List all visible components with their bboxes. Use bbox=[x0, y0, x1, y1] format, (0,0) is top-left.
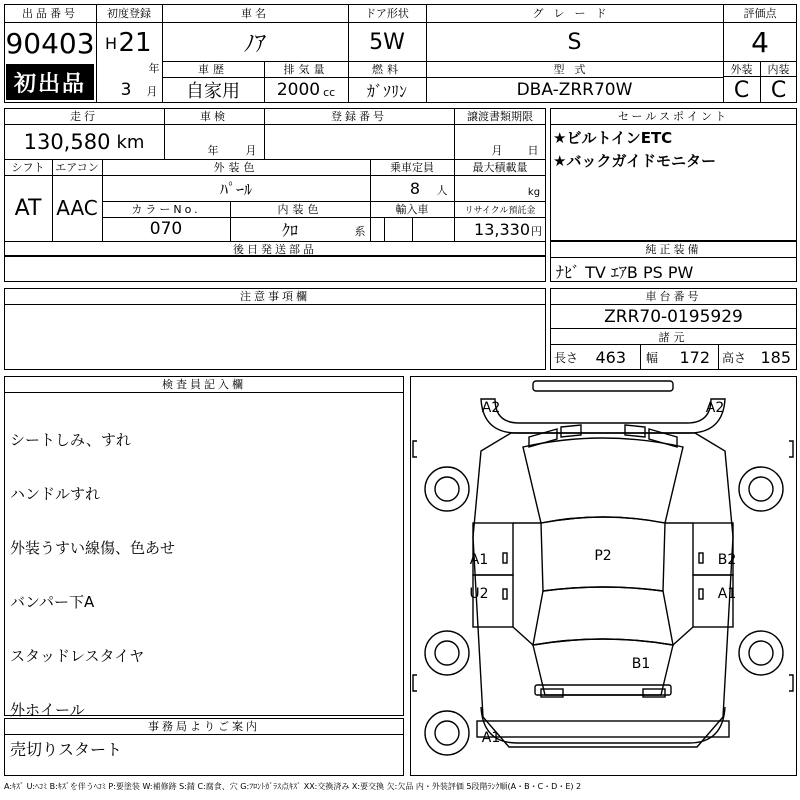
score: 4 bbox=[751, 25, 769, 59]
car-name-label: 車名 bbox=[162, 4, 348, 23]
recycle-unit: 円 bbox=[531, 224, 542, 238]
displacement-unit: cc bbox=[323, 85, 336, 99]
fuel: ｶﾞｿﾘﾝ bbox=[366, 81, 407, 101]
mark-a2-left: A2 bbox=[481, 400, 501, 416]
office-message: 売切りスタート bbox=[10, 740, 123, 759]
inspector-line-5: スタッドレスタイヤ bbox=[10, 647, 145, 665]
mark-a2-right: A2 bbox=[705, 400, 725, 416]
dimensions-label: 諸元 bbox=[550, 329, 797, 345]
lot-number: 90403 bbox=[5, 26, 95, 60]
mileage-value: 130,580 bbox=[23, 130, 111, 154]
inspector-line-2: ハンドルすれ bbox=[10, 485, 101, 503]
dimension-length bbox=[550, 345, 640, 370]
later-parts-body bbox=[4, 256, 546, 282]
history-label: 車歴 bbox=[198, 63, 228, 76]
transfer-month-unit: 月 bbox=[491, 144, 503, 157]
height-value: 185 bbox=[760, 348, 791, 367]
inspector-line-4: バンパー下A bbox=[10, 593, 95, 611]
mark-u2-left: U2 bbox=[469, 586, 489, 602]
door-type: 5W bbox=[369, 29, 405, 55]
first-registration-label: 初度登録 bbox=[96, 4, 162, 23]
mileage bbox=[4, 125, 164, 159]
sales-point-2: ★バックガイドモニター bbox=[553, 152, 716, 170]
registration-no-label: 登録番号 bbox=[264, 108, 454, 125]
era: H bbox=[104, 33, 118, 53]
genuine-equipment-label: 純正装備 bbox=[550, 241, 797, 258]
interior-color-suffix: 系 bbox=[354, 225, 366, 238]
mark-b2-right: B2 bbox=[717, 552, 737, 568]
chassis-no-label: 車台番号 bbox=[550, 288, 797, 305]
exterior-score-label: 外装 bbox=[723, 61, 760, 77]
inspector-line-6: 外ホイール bbox=[10, 701, 85, 719]
mark-a1-left: A1 bbox=[469, 552, 489, 568]
color-no-label: カラーNo. bbox=[131, 203, 201, 216]
dimension-height bbox=[718, 345, 797, 370]
max-load-unit: kg bbox=[527, 186, 541, 198]
transfer-day-unit: 日 bbox=[527, 144, 539, 157]
length-value: 463 bbox=[595, 348, 626, 367]
transfer-docs-label: 譲渡書類期限 bbox=[454, 108, 546, 125]
capacity-label: 乗車定員 bbox=[390, 161, 434, 174]
chassis-no: ZRR70-0195929 bbox=[550, 305, 797, 329]
office-label: 事務局よりご案内 bbox=[4, 718, 404, 735]
car-name: ﾉｱ bbox=[243, 31, 266, 57]
inspector-notes bbox=[10, 395, 175, 737]
inspector-line-1: シートしみ、すれ bbox=[10, 431, 131, 449]
width-label: 幅 bbox=[646, 351, 659, 365]
interior-score: C bbox=[770, 77, 787, 103]
exterior-color-label: 外装色 bbox=[213, 161, 259, 174]
score-label: 評価点 bbox=[723, 4, 797, 23]
inspector-line-3: 外装うすい線傷、色あせ bbox=[10, 539, 176, 557]
shift: AT bbox=[14, 195, 42, 221]
aircon-label: エアコン bbox=[55, 161, 99, 174]
exterior-score: C bbox=[733, 77, 750, 103]
fuel-label: 燃料 bbox=[372, 63, 402, 76]
exterior-color: ﾊﾟｰﾙ bbox=[219, 179, 252, 199]
displacement-value: 2000 bbox=[276, 80, 321, 100]
length-label: 長さ bbox=[554, 351, 579, 365]
width-value: 172 bbox=[679, 348, 710, 367]
grade: S bbox=[567, 29, 582, 55]
sales-point-1: ★ビルトインETC bbox=[553, 129, 673, 147]
capacity-unit: 人 bbox=[436, 184, 448, 197]
mark-a1-right: A1 bbox=[717, 586, 737, 602]
inspection-label: 車検 bbox=[164, 108, 264, 125]
damage-diagram bbox=[410, 376, 797, 776]
model-code-label: 型式 bbox=[553, 63, 596, 76]
dimension-width bbox=[640, 345, 718, 370]
interior-color-label: 内装色 bbox=[277, 203, 323, 216]
first-listing-badge: 初出品 bbox=[6, 64, 94, 100]
model-code: DBA-ZRR70W bbox=[516, 80, 633, 100]
recycle-label: リサイクル預託金 bbox=[464, 205, 536, 216]
legend: A:ｷｽﾞ U:ﾍｺﾐ B:ｷｽﾞを伴うﾍｺﾐ P:要塗装 W:補修跡 S:錆 C:腐食、穴 G:ﾌﾛﾝﾄｶﾞﾗｽ点ｷｽﾞ XX:交換済み X:要交換 欠:欠品 内・外装評価 5段階ﾗﾝｸ順(A・B・C・D・E) 2 bbox=[4, 782, 582, 791]
aircon: AAC bbox=[56, 196, 98, 220]
recycle-value: 13,330 bbox=[474, 219, 530, 239]
interior-color: ｸﾛ bbox=[281, 220, 298, 240]
genuine-equipment: ﾅﾋﾞ TV ｴｱB PS PW bbox=[556, 263, 694, 282]
notes-label: 注意事項欄 bbox=[4, 288, 546, 305]
inspection-month-unit: 月 bbox=[245, 144, 257, 157]
displacement bbox=[264, 77, 348, 103]
month-unit: 月 bbox=[146, 85, 158, 98]
mileage-label: 走行 bbox=[4, 108, 164, 125]
inspector-label: 検査員記入欄 bbox=[4, 376, 404, 393]
sales-points-label: セールスポイント bbox=[550, 108, 797, 125]
reg-month: 3 bbox=[120, 80, 132, 100]
car-history: 自家用 bbox=[186, 81, 240, 102]
shift-label: シフト bbox=[11, 161, 45, 174]
mark-p2: P2 bbox=[594, 548, 612, 564]
mark-a1-bottom: A1 bbox=[481, 730, 501, 746]
door-label: ドア形状 bbox=[348, 4, 426, 23]
grade-label: グレード bbox=[426, 4, 723, 23]
interior-score-label: 内装 bbox=[760, 61, 797, 77]
mark-b1: B1 bbox=[631, 656, 651, 672]
import-label: 輸入車 bbox=[395, 203, 429, 216]
height-label: 高さ bbox=[722, 351, 747, 365]
inspection-year-unit: 年 bbox=[207, 144, 219, 157]
capacity-value: 8 bbox=[409, 178, 421, 198]
lot-label: 出品番号 bbox=[4, 4, 96, 23]
max-load-label: 最大積載量 bbox=[472, 161, 528, 174]
car-diagram-svg bbox=[411, 377, 796, 775]
later-parts-label: 後日発送部品 bbox=[233, 243, 317, 256]
recycle-fee bbox=[454, 217, 546, 241]
displacement-label: 排気量 bbox=[283, 63, 329, 76]
reg-year: 21 bbox=[118, 28, 152, 58]
color-no: 070 bbox=[149, 219, 183, 239]
year-unit: 年 bbox=[148, 62, 160, 75]
mileage-unit: km bbox=[116, 131, 145, 153]
